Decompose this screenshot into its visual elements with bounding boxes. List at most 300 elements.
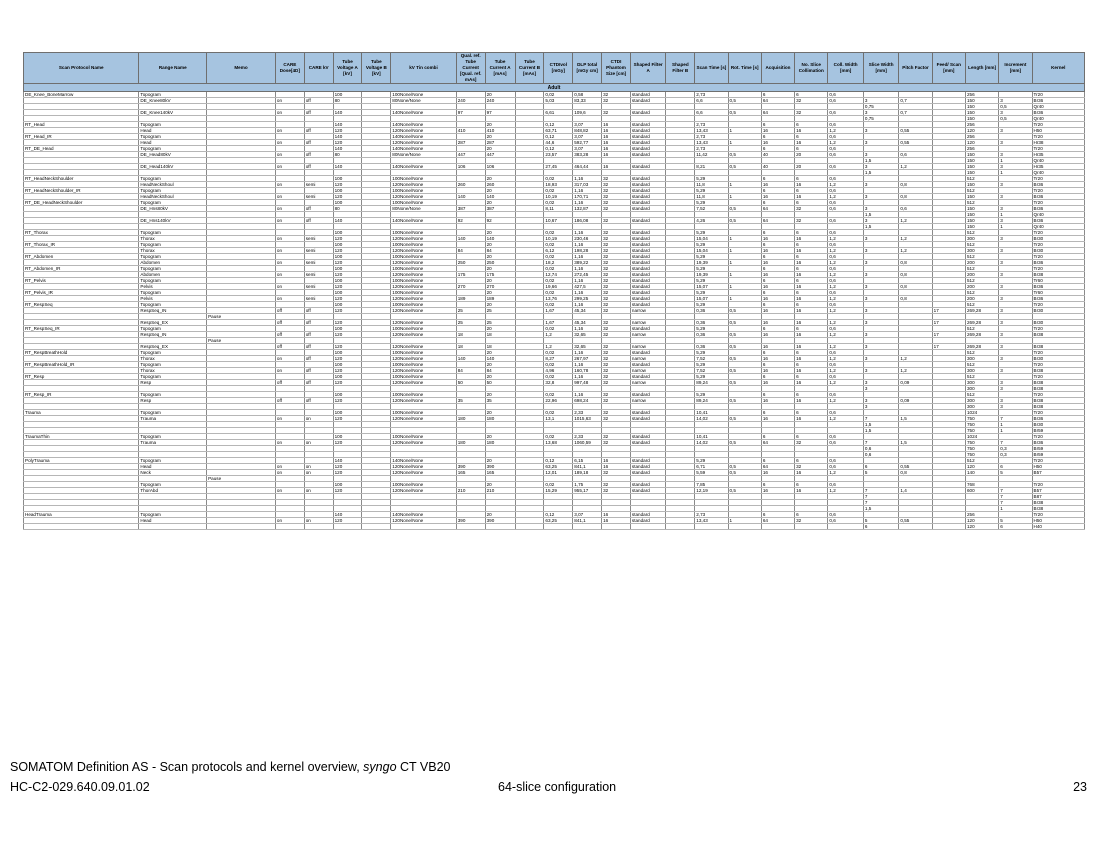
table-cell: 300 bbox=[965, 398, 998, 404]
table-cell: 0,6 bbox=[828, 146, 864, 152]
table-cell: 1,2 bbox=[828, 344, 864, 350]
table-cell: 18 bbox=[456, 344, 485, 350]
table-cell: on bbox=[275, 110, 304, 116]
table-cell: 12,74 bbox=[544, 272, 573, 278]
table-cell: 0,02 bbox=[544, 200, 573, 206]
table-cell: 15,07 bbox=[695, 296, 728, 302]
table-cell: 2,73 bbox=[695, 134, 728, 140]
table-cell: 3 bbox=[863, 296, 899, 302]
table-cell: 1,2 bbox=[828, 128, 864, 134]
table-cell: 0,09 bbox=[899, 380, 932, 386]
table-cell: 15,04 bbox=[695, 236, 728, 242]
table-cell bbox=[602, 524, 631, 530]
table-cell: 16 bbox=[795, 296, 828, 302]
table-cell: 16 bbox=[761, 368, 794, 374]
table-cell: off bbox=[304, 128, 333, 134]
table-cell: 1 bbox=[728, 260, 761, 266]
table-cell: 3 bbox=[863, 140, 899, 146]
column-header: Feed/ Scan [mm] bbox=[932, 53, 965, 84]
table-cell: 512 bbox=[965, 200, 998, 206]
table-cell: 32 bbox=[602, 488, 631, 494]
table-cell: standard bbox=[630, 392, 666, 398]
table-cell: 1,16 bbox=[573, 278, 602, 284]
table-cell: 50 bbox=[485, 380, 515, 386]
table-cell: 317,03 bbox=[573, 182, 602, 188]
table-cell: 1,16 bbox=[573, 302, 602, 308]
table-cell: 140None/None bbox=[391, 134, 456, 140]
table-cell: 3 bbox=[863, 272, 899, 278]
table-cell: 16 bbox=[795, 320, 828, 326]
table-cell: 240 bbox=[485, 98, 515, 104]
table-cell: 16 bbox=[761, 380, 794, 386]
table-cell: 32 bbox=[602, 260, 631, 266]
footer-configuration: 64-slice configuration bbox=[498, 780, 617, 794]
table-cell: Br36 bbox=[1032, 182, 1084, 188]
table-cell: 18,93 bbox=[544, 182, 573, 188]
column-header: Scan Time [s] bbox=[695, 53, 728, 84]
table-cell: Br36 bbox=[1032, 206, 1084, 212]
table-cell: 7 bbox=[999, 500, 1032, 506]
table-cell: 1,16 bbox=[573, 290, 602, 296]
table-cell: 63,71 bbox=[544, 128, 573, 134]
table-cell: 3 bbox=[999, 284, 1032, 290]
table-cell: 0,5 bbox=[728, 98, 761, 104]
table-cell: 13,1 bbox=[544, 416, 573, 422]
table-cell: 5 bbox=[999, 518, 1032, 524]
table-cell: RT_Thorax_IR bbox=[24, 242, 139, 248]
table-cell: Br36 bbox=[1032, 98, 1084, 104]
table-cell: Tr20 bbox=[1032, 350, 1084, 356]
table-cell: 955,17 bbox=[573, 488, 602, 494]
table-cell: 3 bbox=[999, 356, 1032, 362]
table-cell: 120None/None bbox=[391, 356, 456, 362]
table-cell: 0,12 bbox=[544, 122, 573, 128]
table-cell: 250 bbox=[456, 260, 485, 266]
table-cell: Br38 bbox=[1032, 344, 1084, 350]
table-cell: 0,6 bbox=[828, 482, 864, 488]
table-cell: 0,36 bbox=[695, 320, 728, 326]
table-cell: 64 bbox=[761, 110, 794, 116]
table-cell: 132,87 bbox=[573, 206, 602, 212]
table-cell: 0,6 bbox=[828, 410, 864, 416]
table-cell: Tr20 bbox=[1032, 200, 1084, 206]
table-cell: 120None/None bbox=[391, 344, 456, 350]
table-cell: 50 bbox=[456, 380, 485, 386]
table-cell: 32 bbox=[602, 98, 631, 104]
table-cell: 427,5 bbox=[573, 284, 602, 290]
table-cell: 6,61 bbox=[544, 110, 573, 116]
table-cell bbox=[899, 524, 932, 530]
table-cell: 270 bbox=[456, 284, 485, 290]
table-cell: 160,78 bbox=[573, 368, 602, 374]
table-cell: Br38 bbox=[1032, 272, 1084, 278]
table-cell: 512 bbox=[965, 458, 998, 464]
table-cell: 100 bbox=[333, 290, 362, 296]
table-cell: 256 bbox=[965, 512, 998, 518]
table-header-row bbox=[24, 53, 1085, 84]
table-cell: 10,67 bbox=[544, 218, 573, 224]
table-cell: TraumaThin bbox=[24, 434, 139, 440]
table-cell: 260 bbox=[456, 182, 485, 188]
table-cell: 841,1 bbox=[573, 518, 602, 524]
table-cell: 0,6 bbox=[828, 164, 864, 170]
table-cell: narrow bbox=[630, 398, 666, 404]
table-cell: 512 bbox=[965, 326, 998, 332]
table-cell: 750 bbox=[965, 422, 998, 428]
table-cell: Tr20 bbox=[1032, 374, 1084, 380]
table-cell: 32 bbox=[602, 302, 631, 308]
table-cell: 1,16 bbox=[573, 254, 602, 260]
table-cell: 1 bbox=[728, 194, 761, 200]
table-cell: 1 bbox=[728, 140, 761, 146]
table-cell: 150 bbox=[965, 98, 998, 104]
table-cell: 2,73 bbox=[695, 122, 728, 128]
column-header: Pitch Factor bbox=[899, 53, 932, 84]
table-cell: 3 bbox=[999, 98, 1032, 104]
table-cell: 3 bbox=[863, 218, 899, 224]
table-cell: 100None/None bbox=[391, 350, 456, 356]
table-cell: 750 bbox=[965, 446, 998, 452]
table-cell: 84 bbox=[456, 248, 485, 254]
table-cell: Tr20 bbox=[1032, 188, 1084, 194]
table-cell: 0,6 bbox=[828, 374, 864, 380]
table-cell: 40 bbox=[761, 152, 794, 158]
table-cell: 6 bbox=[795, 458, 828, 464]
table-cell: 80None/None bbox=[391, 98, 456, 104]
table-cell: 0,6 bbox=[828, 92, 864, 98]
table-cell bbox=[630, 524, 666, 530]
table-cell: RT_RespSeq_IR bbox=[24, 326, 139, 332]
table-cell: 16 bbox=[602, 152, 631, 158]
table-cell: 2,73 bbox=[695, 92, 728, 98]
table-cell: 3 bbox=[999, 218, 1032, 224]
table-cell: 120None/None bbox=[391, 236, 456, 242]
table-cell: 8,21 bbox=[695, 164, 728, 170]
table-cell: 32 bbox=[602, 482, 631, 488]
column-header: Range Name bbox=[139, 53, 207, 84]
table-cell: 6 bbox=[761, 392, 794, 398]
table-cell: 0,6 bbox=[828, 512, 864, 518]
table-cell: 120 bbox=[333, 380, 362, 386]
table-cell: 120None/None bbox=[391, 380, 456, 386]
table-cell: 150 bbox=[965, 110, 998, 116]
table-cell: Br36 bbox=[1032, 218, 1084, 224]
table-cell: 15,29 bbox=[544, 488, 573, 494]
table-cell: 180 bbox=[485, 416, 515, 422]
table-cell: off bbox=[304, 152, 333, 158]
table-cell: 3 bbox=[999, 398, 1032, 404]
table-cell: 32 bbox=[795, 110, 828, 116]
table-cell: 1,5 bbox=[863, 170, 899, 176]
table-cell: 16 bbox=[795, 356, 828, 362]
table-cell: 20 bbox=[485, 302, 515, 308]
table-cell: 0,5 bbox=[728, 356, 761, 362]
table-cell: 20 bbox=[485, 410, 515, 416]
table-cell: 1 bbox=[999, 428, 1032, 434]
table-cell: 6 bbox=[795, 482, 828, 488]
column-header: Tube Voltage B [kV] bbox=[362, 53, 391, 84]
table-cell: 0,02 bbox=[544, 326, 573, 332]
table-cell bbox=[275, 524, 304, 530]
table-cell: ThorAbd bbox=[139, 488, 207, 494]
table-cell: on bbox=[275, 470, 304, 476]
table-cell: on bbox=[275, 152, 304, 158]
column-header: Shaped Filter B bbox=[666, 53, 695, 84]
table-cell: Topogram bbox=[139, 302, 207, 308]
table-cell: 140 bbox=[333, 146, 362, 152]
table-cell: standard bbox=[630, 374, 666, 380]
table-cell: 10,19 bbox=[544, 194, 573, 200]
table-cell: 120None/None bbox=[391, 332, 456, 338]
table-cell: 1,67 bbox=[544, 308, 573, 314]
table-cell: 150 bbox=[965, 170, 998, 176]
table-cell: 1,16 bbox=[573, 176, 602, 182]
table-cell: 0,3 bbox=[999, 452, 1032, 458]
table-cell: 512 bbox=[965, 278, 998, 284]
table-cell bbox=[728, 524, 761, 530]
table-cell: 848,82 bbox=[573, 128, 602, 134]
table-cell: 1 bbox=[999, 212, 1032, 218]
column-header: Increment [mm] bbox=[999, 53, 1032, 84]
table-cell: 512 bbox=[965, 188, 998, 194]
column-header: DLP total [mGy cm] bbox=[573, 53, 602, 84]
table-cell: 16 bbox=[761, 398, 794, 404]
table-cell: 0,5 bbox=[728, 206, 761, 212]
table-cell: 3 bbox=[999, 320, 1032, 326]
table-cell: 120None/None bbox=[391, 140, 456, 146]
table-cell: standard bbox=[630, 98, 666, 104]
table-cell: Tr20 bbox=[1032, 512, 1084, 518]
table-cell: Topogram bbox=[139, 188, 207, 194]
table-cell: Br30 bbox=[1032, 308, 1084, 314]
table-cell: 0,5 bbox=[728, 332, 761, 338]
page-footer bbox=[10, 760, 1099, 800]
table-cell: Tr20 bbox=[1032, 482, 1084, 488]
table-cell: 32 bbox=[602, 332, 631, 338]
table-cell: 100None/None bbox=[391, 200, 456, 206]
table-cell: 200 bbox=[965, 272, 998, 278]
table-cell: 3,07 bbox=[573, 134, 602, 140]
table-cell: 120 bbox=[333, 368, 362, 374]
table-cell: Br38 bbox=[1032, 332, 1084, 338]
table-cell: 7 bbox=[863, 440, 899, 446]
table-cell: standard bbox=[630, 482, 666, 488]
table-cell: 6 bbox=[795, 242, 828, 248]
table-cell: 7 bbox=[863, 500, 899, 506]
table-cell: 6 bbox=[795, 146, 828, 152]
table-cell: 5,59 bbox=[695, 470, 728, 476]
table-cell: 120 bbox=[333, 182, 362, 188]
table-cell: 1,2 bbox=[899, 164, 932, 170]
table-cell: 120None/None bbox=[391, 464, 456, 470]
table-cell: 106 bbox=[485, 164, 515, 170]
table-cell: 1,5 bbox=[863, 428, 899, 434]
table-cell: 240 bbox=[456, 98, 485, 104]
table-cell: 8,11 bbox=[544, 206, 573, 212]
column-header: Tube Voltage A [kV] bbox=[333, 53, 362, 84]
table-cell: Tr20 bbox=[1032, 410, 1084, 416]
table-cell: 16 bbox=[602, 140, 631, 146]
table-cell: 1,2 bbox=[828, 248, 864, 254]
table-cell: 0,6 bbox=[828, 434, 864, 440]
table-cell: 287 bbox=[485, 140, 515, 146]
table-cell: 84 bbox=[456, 368, 485, 374]
table-cell: 1,16 bbox=[573, 242, 602, 248]
table-cell: 0,12 bbox=[544, 146, 573, 152]
table-cell: 100None/None bbox=[391, 254, 456, 260]
table-cell: on bbox=[275, 98, 304, 104]
table-cell: 0,5 bbox=[728, 344, 761, 350]
table-cell: 16 bbox=[761, 248, 794, 254]
table-cell: 1,5 bbox=[863, 158, 899, 164]
table-cell bbox=[695, 524, 728, 530]
table-cell: 120 bbox=[965, 140, 998, 146]
table-cell: 0,6 bbox=[899, 206, 932, 212]
table-cell: 0,02 bbox=[544, 434, 573, 440]
table-cell: 6 bbox=[761, 512, 794, 518]
table-cell: 0,02 bbox=[544, 188, 573, 194]
column-header: Acquisition bbox=[761, 53, 794, 84]
table-cell: 0,6 bbox=[828, 134, 864, 140]
table-cell: 120 bbox=[333, 284, 362, 290]
table-cell: 387 bbox=[485, 206, 515, 212]
table-cell: Head bbox=[139, 140, 207, 146]
table-cell: 1024 bbox=[965, 434, 998, 440]
table-cell: 3,07 bbox=[573, 146, 602, 152]
table-cell bbox=[207, 524, 276, 530]
table-cell: 120 bbox=[333, 488, 362, 494]
table-cell: 1 bbox=[728, 518, 761, 524]
table-cell: Br59 bbox=[1032, 452, 1084, 458]
table-cell: 300 bbox=[965, 236, 998, 242]
table-cell: standard bbox=[630, 290, 666, 296]
table-cell: 120 bbox=[333, 128, 362, 134]
table-cell: 120None/None bbox=[391, 260, 456, 266]
table-cell: 5,29 bbox=[695, 242, 728, 248]
table-cell: 150 bbox=[965, 212, 998, 218]
table-cell: 120None/None bbox=[391, 416, 456, 422]
table-cell: on bbox=[275, 464, 304, 470]
table-cell: 0,02 bbox=[544, 230, 573, 236]
table-cell: 6 bbox=[795, 362, 828, 368]
table-cell: on bbox=[275, 368, 304, 374]
table-cell: 6 bbox=[795, 326, 828, 332]
table-cell: 0,5 bbox=[728, 416, 761, 422]
table-cell: Neck bbox=[139, 470, 207, 476]
table-cell: Abdomen bbox=[139, 272, 207, 278]
table-cell: 140 bbox=[485, 194, 515, 200]
table-cell: 25 bbox=[456, 320, 485, 326]
table-cell: RT_HeadNeckShoulder bbox=[24, 176, 139, 182]
table-cell: 150 bbox=[965, 182, 998, 188]
table-cell: 120 bbox=[333, 320, 362, 326]
table-cell: 269,28 bbox=[965, 344, 998, 350]
table-cell: 140None/None bbox=[391, 122, 456, 128]
table-cell: 18 bbox=[485, 332, 515, 338]
table-cell: 20 bbox=[485, 350, 515, 356]
table-cell: 170,71 bbox=[573, 194, 602, 200]
table-cell: 3 bbox=[999, 182, 1032, 188]
table-cell: 35 bbox=[485, 398, 515, 404]
table-cell: Tr20 bbox=[1032, 392, 1084, 398]
table-cell: standard bbox=[630, 260, 666, 266]
table-cell: 267,97 bbox=[573, 356, 602, 362]
table-cell: 16 bbox=[795, 308, 828, 314]
table-cell: 1,2 bbox=[828, 308, 864, 314]
table-cell: off bbox=[275, 398, 304, 404]
protocol-table bbox=[23, 52, 1085, 530]
table-cell: 11,8 bbox=[695, 194, 728, 200]
table-cell: 32 bbox=[602, 308, 631, 314]
table-cell: RT_RespBreathHold_IR bbox=[24, 362, 139, 368]
table-cell: 6 bbox=[795, 434, 828, 440]
table-cell: 14,02 bbox=[695, 416, 728, 422]
page-number: 23 bbox=[1073, 780, 1087, 794]
table-cell: on bbox=[275, 440, 304, 446]
table-cell: 200 bbox=[965, 260, 998, 266]
table-cell: 180 bbox=[485, 440, 515, 446]
table-cell: 10,19 bbox=[544, 236, 573, 242]
table-cell: Topogram bbox=[139, 392, 207, 398]
table-cell: 20 bbox=[485, 374, 515, 380]
table-cell: standard bbox=[630, 326, 666, 332]
table-cell: semi bbox=[304, 248, 333, 254]
table-cell: Topogram bbox=[139, 266, 207, 272]
table-cell: 120 bbox=[333, 236, 362, 242]
table-cell: 6 bbox=[795, 392, 828, 398]
table-cell: semi bbox=[304, 284, 333, 290]
table-cell: off bbox=[304, 368, 333, 374]
table-cell: 0,5 bbox=[728, 320, 761, 326]
table-cell: 6 bbox=[795, 278, 828, 284]
table-cell: 16 bbox=[761, 236, 794, 242]
column-header: Shaped Filter A bbox=[630, 53, 666, 84]
table-cell: 210 bbox=[456, 488, 485, 494]
table-cell: 32 bbox=[795, 218, 828, 224]
table-cell: 32 bbox=[602, 110, 631, 116]
table-cell: 1,2 bbox=[828, 470, 864, 476]
table-cell: Topogram bbox=[139, 362, 207, 368]
table-cell: 1,2 bbox=[828, 332, 864, 338]
table-cell: 16 bbox=[795, 128, 828, 134]
table-cell: 20 bbox=[485, 362, 515, 368]
table-cell: standard bbox=[630, 182, 666, 188]
table-cell: 20 bbox=[795, 164, 828, 170]
table-cell: Br30 bbox=[1032, 236, 1084, 242]
table-cell: 0,6 bbox=[828, 242, 864, 248]
table-cell: 0,5 bbox=[728, 152, 761, 158]
table-cell: 32 bbox=[602, 350, 631, 356]
table-cell: 16 bbox=[602, 464, 631, 470]
table-cell: 1,2 bbox=[828, 236, 864, 242]
table-cell: 40 bbox=[761, 164, 794, 170]
table-cell: 1,2 bbox=[828, 398, 864, 404]
table-cell: 250 bbox=[485, 260, 515, 266]
table-cell: 1,2 bbox=[828, 260, 864, 266]
table-cell: B87 bbox=[1032, 494, 1084, 500]
table-cell: 1,5 bbox=[899, 440, 932, 446]
table-cell: 3 bbox=[999, 248, 1032, 254]
table-cell: 32 bbox=[602, 242, 631, 248]
table-cell: 1 bbox=[999, 224, 1032, 230]
table-cell: Tr20 bbox=[1032, 242, 1084, 248]
table-cell: 6 bbox=[761, 176, 794, 182]
table-cell: 140 bbox=[333, 164, 362, 170]
table-cell: 32 bbox=[602, 362, 631, 368]
table-cell: 512 bbox=[965, 374, 998, 380]
table-cell: standard bbox=[630, 266, 666, 272]
table-cell: 0,6 bbox=[828, 290, 864, 296]
